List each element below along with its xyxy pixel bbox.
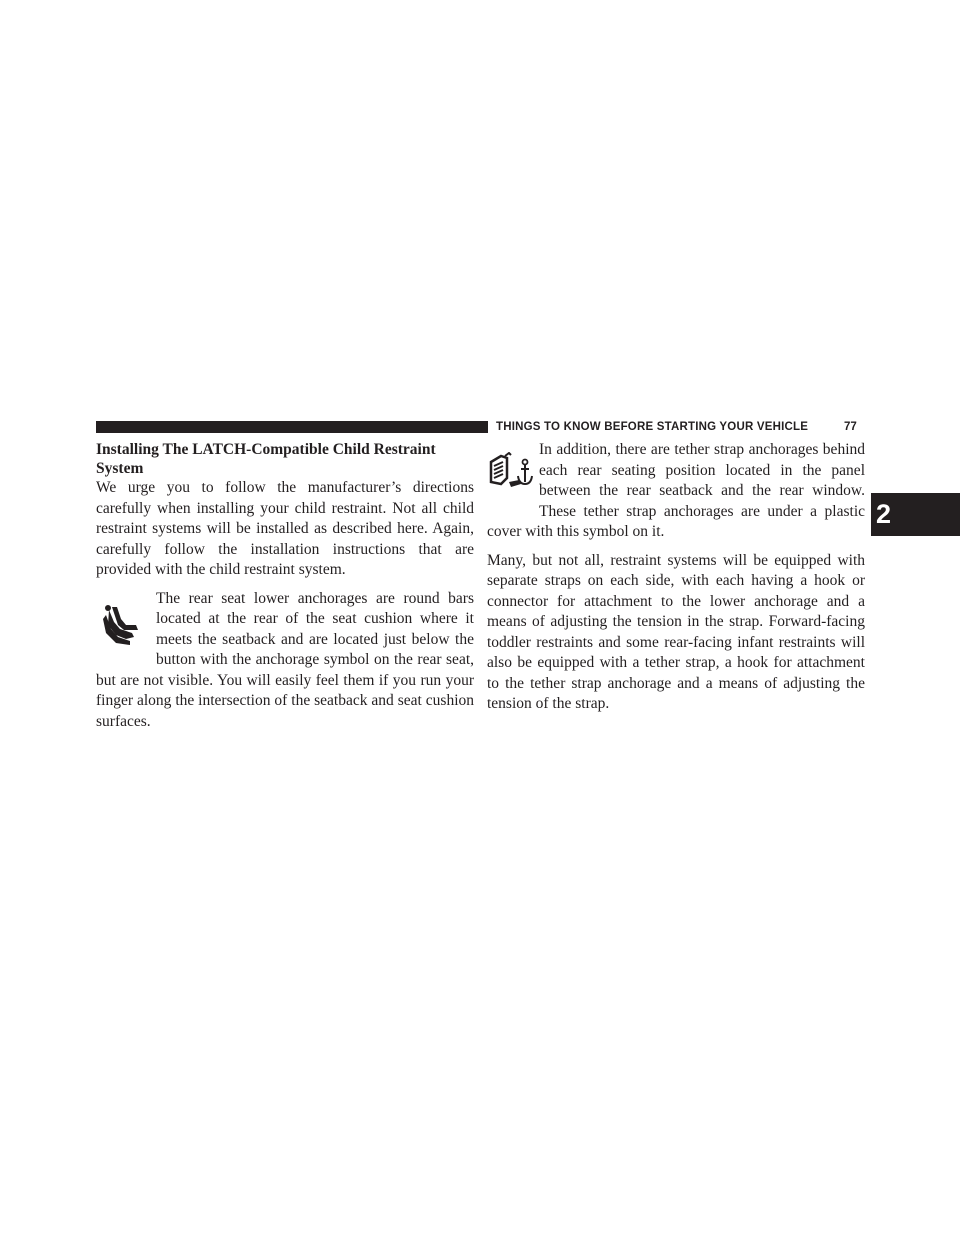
left-column <box>96 440 474 732</box>
lower-anchorage-paragraph: The rear seat lower anchorages are round bars located at the rear of the seat cushion where it meets the seatback and are located just below the button with the anchorage symbol on the rear seat, but are not visible. You will easily feel them if you run your finger along the intersection of the seatback and seat cushion surfaces. <box>96 589 474 730</box>
header-rule <box>96 421 488 433</box>
tether-paragraph-block <box>487 440 865 543</box>
page-number: 77 <box>844 421 857 433</box>
tether-paragraph: In addition, there are tether strap anchorages behind each rear seating position located in the panel between the rear seatback and the rear window. These tether strap anchorages are under a plastic cover with this symbol on it. <box>487 441 865 540</box>
tether-anchor-icon <box>487 440 539 516</box>
chapter-tab-label: 2 <box>876 499 892 529</box>
intro-paragraph: We urge you to follow the manufacturer’s directions carefully when installing your child restraint. Not all child restraint systems will be installed as described here. Again, carefully follow the installation instructions that are provided with the child restraint system. <box>96 479 474 578</box>
section-heading: Installing The LATCH-Compatible Child Restraint System <box>96 441 436 477</box>
restraint-straps-paragraph: Many, but not all, restraint systems will be equipped with separate straps on each side, with each having a hook or connector for attachment to the lower anchorage and a means of adjusting the tension in the strap. Forward-facing toddler restraints and some rear-facing infant restraints will also be equipped with a tether strap, a hook for attachment to the tether strap anchorage and a means of adjusting the tension of the strap. <box>487 551 865 712</box>
lower-anchorage-paragraph-block <box>96 589 474 733</box>
right-column <box>487 440 865 715</box>
running-header-title: THINGS TO KNOW BEFORE STARTING YOUR VEHICLE <box>496 421 809 433</box>
lower-anchorage-icon <box>96 589 156 665</box>
